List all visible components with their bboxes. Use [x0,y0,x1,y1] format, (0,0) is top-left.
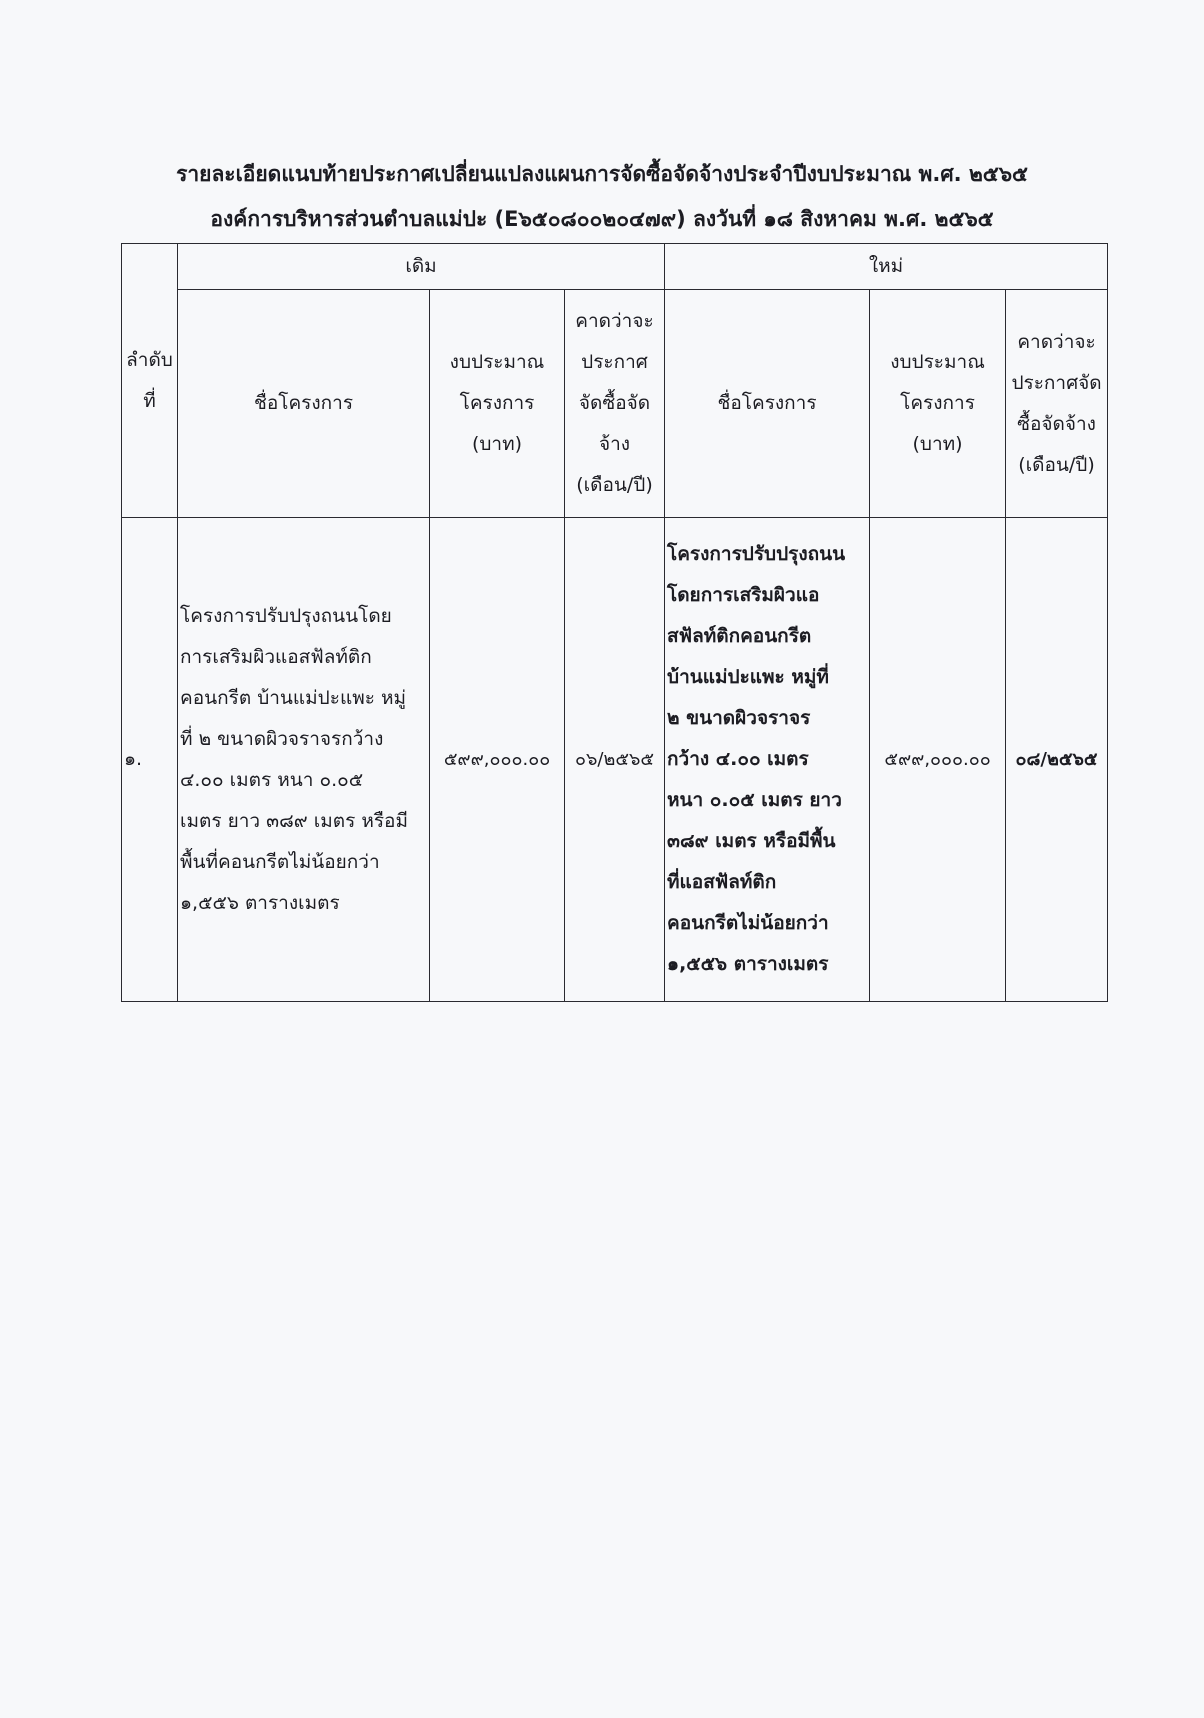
header-line: คาดว่าจะ [1017,330,1096,353]
text-line: ๔.๐๐ เมตร หนา ๐.๐๕ [180,768,364,791]
text-line: คอนกรีต บ้านแม่ปะแพะ หมู่ [180,686,407,709]
header-old-budget [430,290,565,518]
row-old-budget: ๕๙๙,๐๐๐.๐๐ [430,518,565,1002]
document-title-line-2: องค์การบริหารส่วนตำบลแม่ปะ (E๖๕๐๘๐๐๒๐๔๗๙) ลงวันที่ ๑๘ สิงหาคม พ.ศ. ๒๕๖๕ [210,207,994,231]
header-line: คาดว่าจะ [575,310,654,332]
header-line: ประกาศจัด [1011,371,1102,394]
row-old-announce-date: ๐๖/๒๕๖๕ [565,518,665,1002]
header-line: (เดือน/ปี) [1018,453,1095,476]
table-row [122,518,1108,1002]
row-seq: ๑. [122,518,178,1002]
text-line: หนา ๐.๐๕ เมตร ยาว [667,789,842,811]
text-line: โครงการปรับปรุงถนนโดย [180,604,392,627]
header-line: ประกาศ [581,351,648,373]
text-line: เมตร ยาว ๓๘๙ เมตร หรือมี [180,809,408,832]
text-line: ที่ ๒ ขนาดผิวจราจรกว้าง [180,727,384,750]
header-new-announce-date [1006,290,1108,518]
text-line: ๒ ขนาดผิวจราจร [667,707,811,729]
header-line: (บาท) [912,433,963,455]
text-line: ที่แอสฟัลท์ติก [667,871,777,893]
text-line: โครงการปรับปรุงถนน [667,543,846,565]
header-seq-line: ที่ [143,389,156,412]
text-line: พื้นที่คอนกรีตไม่น้อยกว่า [180,850,380,873]
text-line: บ้านแม่ปะแพะ หมู่ที่ [667,666,829,688]
header-line: (เดือน/ปี) [576,474,653,496]
document-title-line-1: รายละเอียดแนบท้ายประกาศเปลี่ยนแปลงแผนการจัดซื้อจัดจ้างประจำปีงบประมาณ พ.ศ. ๒๕๖๕ [176,162,1028,186]
text-line: กว้าง ๔.๐๐ เมตร [667,748,809,770]
header-old-group: เดิม [178,244,665,290]
header-line: โครงการ [900,392,975,414]
text-line: สฟัลท์ติกคอนกรีต [667,625,812,647]
header-line: งบประมาณ [449,351,545,373]
header-seq-line: ลำดับ [126,348,173,371]
header-new-budget [870,290,1006,518]
header-line: จ้าง [598,433,631,455]
procurement-change-table [121,243,1108,1002]
text-line: การเสริมผิวแอสฟัลท์ติก [180,645,372,668]
text-line: คอนกรีตไม่น้อยกว่า [667,912,829,934]
header-line: จัดซื้อจัด [578,392,651,414]
header-line: (บาท) [471,433,523,455]
row-new-project-name [665,518,870,1002]
text-line: ๑,๕๕๖ ตารางเมตร [667,953,829,975]
header-old-announce-date [565,290,665,518]
header-line: งบประมาณ [890,351,985,373]
row-new-budget: ๕๙๙,๐๐๐.๐๐ [870,518,1006,1002]
header-line: ซื้อจัดจ้าง [1017,412,1096,435]
row-old-project-name [178,518,430,1002]
text-line: โดยการเสริมผิวแอ [667,584,820,606]
header-line: โครงการ [459,392,535,414]
text-line: ๓๘๙ เมตร หรือมีพื้น [667,830,836,852]
text-line: ๑,๕๕๖ ตารางเมตร [180,891,340,914]
header-old-project-name: ชื่อโครงการ [178,290,430,518]
header-new-project-name: ชื่อโครงการ [665,290,870,518]
header-seq [122,244,178,518]
row-new-announce-date: ๐๘/๒๕๖๕ [1006,518,1108,1002]
header-new-group: ใหม่ [665,244,1108,290]
